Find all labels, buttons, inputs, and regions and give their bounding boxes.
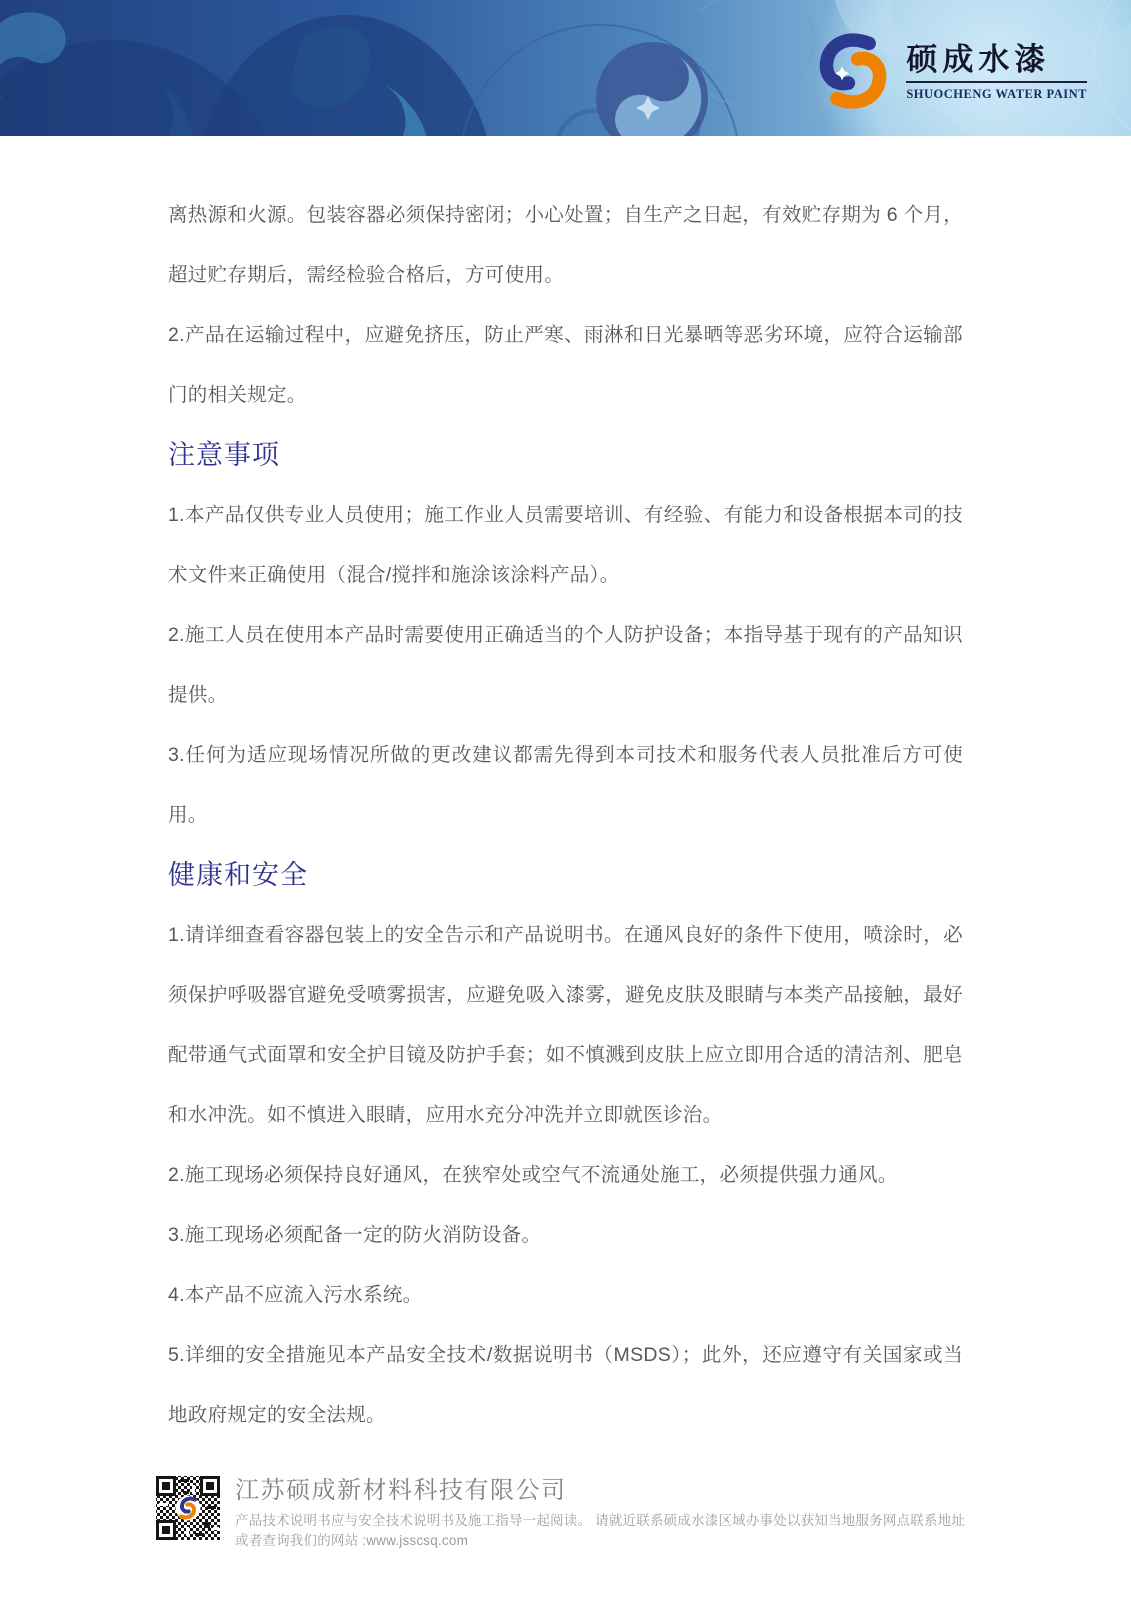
brand-logo [814,32,1087,110]
health-safety-item-2: 2.施工现场必须保持良好通风，在狭窄处或空气不流通处施工，必须提供强力通风。 [168,1164,898,1186]
footer-note [235,1511,965,1551]
brand-text [906,42,1087,101]
paragraph-transport: 2.产品在运输过程中，应避免挤压，防止严寒、雨淋和日光暴晒等恶劣环境，应符合运输部门的相关规定。 [168,324,963,406]
precautions-item-2: 2.施工人员在使用本产品时需要使用正确适当的个人防护设备；本指导基于现有的产品知识提供。 [168,624,963,706]
logo-divider [906,81,1087,83]
health-safety-item-4: 4.本产品不应流入污水系统。 [168,1284,423,1306]
footer-note-line-1: 产品技术说明书应与安全技术说明书及施工指导一起阅读。 请就近联系硕成水漆区域办事处以获知当地服务网点联系地址 [235,1513,966,1528]
brand-mark-icon [814,32,892,110]
header-banner [0,0,1131,136]
footer-company-name: 江苏硕成新材料科技有限公司 [235,1477,567,1504]
qr-code-icon [154,1474,222,1542]
qr-finder-bottom-left [156,1520,176,1540]
document-content [168,136,963,1445]
section-heading-precautions: 注意事项 [168,440,280,470]
precautions-item-3: 3.任何为适应现场情况所做的更改建议都需先得到本司技术和服务代表人员批准后方可使用。 [168,744,963,826]
section-heading-health-safety: 健康和安全 [168,860,308,890]
footer-note-line-2: 或者查询我们的网站 :www.jsscsq.com [235,1533,469,1548]
footer [154,1474,984,1551]
qr-finder-top-right [200,1476,220,1496]
precautions-item-1: 1.本产品仅供专业人员使用；施工作业人员需要培训、有经验、有能力和设备根据本司的技术文件来正确使用（混合/搅拌和施涂该涂料产品）。 [168,504,963,586]
health-safety-item-5: 5.详细的安全措施见本产品安全技术/数据说明书（MSDS）；此外，还应遵守有关国家或当地政府规定的安全法规。 [168,1344,963,1426]
health-safety-item-3: 3.施工现场必须配备一定的防火消防设备。 [168,1224,542,1246]
brand-name-zh: 硕成水漆 [906,41,1051,77]
paragraph-storage: 离热源和火源。包装容器必须保持密闭；小心处置；自生产之日起，有效贮存期为 6 个月，超过贮存期后，需经检验合格后，方可使用。 [168,204,963,286]
brand-name-en: SHUOCHENG WATER PAINT [906,86,1087,101]
health-safety-item-1: 1.请详细查看容器包装上的安全告示和产品说明书。在通风良好的条件下使用，喷涂时，必须保护呼吸器官避免受喷雾损害，应避免吸入漆雾，避免皮肤及眼睛与本类产品接触，最好配带通气式面罩和安全护目镜及防护手套；如不慎溅到皮肤上应立即用合适的清洁剂、肥皂和水冲洗。如不慎进入眼睛，应用水充分冲洗并立即就医诊治。 [168,924,963,1126]
footer-text [235,1474,965,1551]
qr-finder-top-left [156,1476,176,1496]
